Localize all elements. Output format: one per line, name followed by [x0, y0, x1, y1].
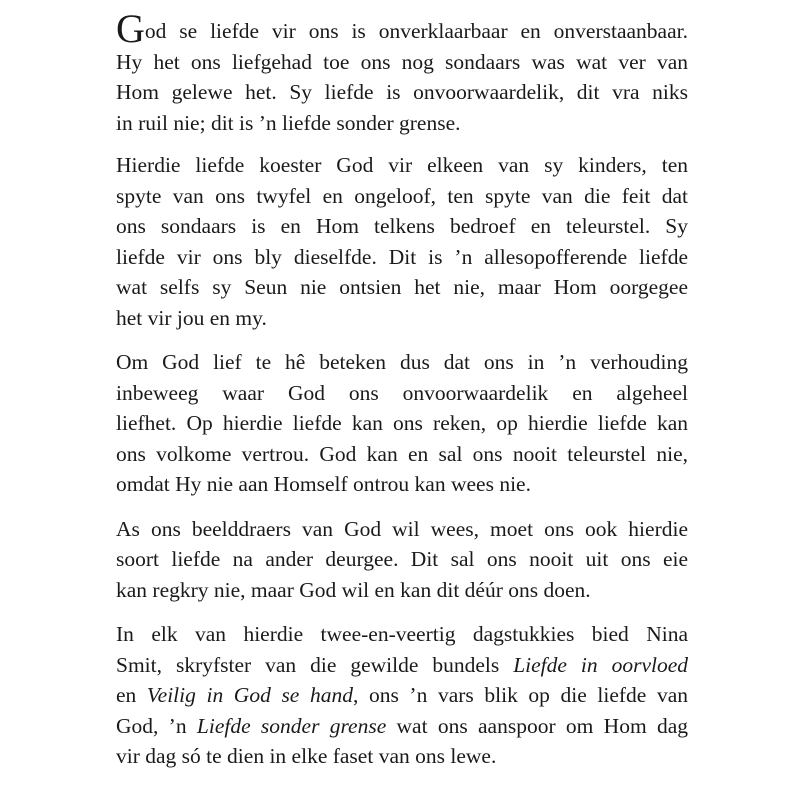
book-back-cover-text [116, 6, 689, 786]
text-run: In elk van hierdie twee-en-veertig dagstukkies bied Nina [116, 622, 688, 646]
italic-title: Veilig in God se hand [146, 683, 353, 707]
text-line: kan regkry nie, maar God wil en kan dit déúr ons doen. [116, 577, 591, 602]
text-line: Hom gelewe het. Sy liefde is onvoorwaardelik, dit vra niks [116, 80, 688, 104]
text-run: Smit, skryfster van die gewilde bundels [116, 652, 514, 677]
text-run: vir dag só te dien in elke faset van ons lewe. [116, 744, 497, 768]
text-run: God, ’n [116, 713, 197, 738]
italic-title: Liefde in oorvloed [513, 652, 688, 677]
text-line: ons sondaars is en Hom telkens bedroef en teleurstel. Sy [116, 214, 688, 238]
text-line: As ons beelddraers van God wil wees, moet ons ook hierdie [116, 516, 688, 541]
text-line: het vir jou en my. [116, 305, 267, 330]
drop-cap: G [116, 6, 145, 51]
text-line: liefde vir ons bly dieselfde. Dit is ’n allesopofferende liefde [116, 244, 688, 269]
text-line: soort liefde na ander deurgee. Dit sal ons nooit uit ons eie [116, 547, 688, 571]
text-run: , ons ’n vars blik op die liefde van [352, 683, 689, 707]
text-line: spyte van ons twyfel en ongeloof, ten spyte van die feit dat [116, 183, 688, 208]
paragraph-3 [116, 347, 688, 500]
text-line: liefhet. Op hierdie liefde kan ons reken, op hierdie liefde kan [116, 411, 688, 435]
text-run: en [116, 683, 147, 707]
text-line: Hy het ons liefgehad toe ons nog sondaars was wat ver van [116, 49, 688, 74]
text-line [116, 741, 688, 772]
text-line: inbeweeg waar God ons onvoorwaardelik en algeheel [116, 380, 688, 405]
text-line: in ruil nie; dit is ’n liefde sonder grense. [116, 110, 461, 135]
text-line [116, 680, 688, 711]
paragraph-5 [116, 619, 688, 772]
paragraph-1 [116, 6, 688, 138]
text-line [116, 711, 688, 742]
text-line: God se liefde vir ons is onverklaarbaar en onverstaanbaar. [116, 6, 688, 51]
text-line: Om God lief te hê beteken dus dat ons in ’n verhouding [116, 350, 688, 374]
text-line: ons volkome vertrou. God kan en sal ons nooit teleurstel nie, [116, 441, 688, 466]
italic-title: Liefde sonder grense [196, 713, 387, 738]
text-line [116, 619, 688, 650]
text-line: wat selfs sy Seun nie ontsien het nie, maar Hom oorgegee [116, 275, 688, 299]
text-line: omdat Hy nie aan Homself ontrou kan wees nie. [116, 472, 531, 496]
text-line: Hierdie liefde koester God vir elkeen van sy kinders, ten [116, 153, 688, 177]
text-run: wat ons aanspoor om Hom dag [386, 713, 688, 738]
paragraph-4 [116, 514, 688, 606]
text-line [116, 650, 688, 681]
paragraph-2 [116, 150, 688, 333]
